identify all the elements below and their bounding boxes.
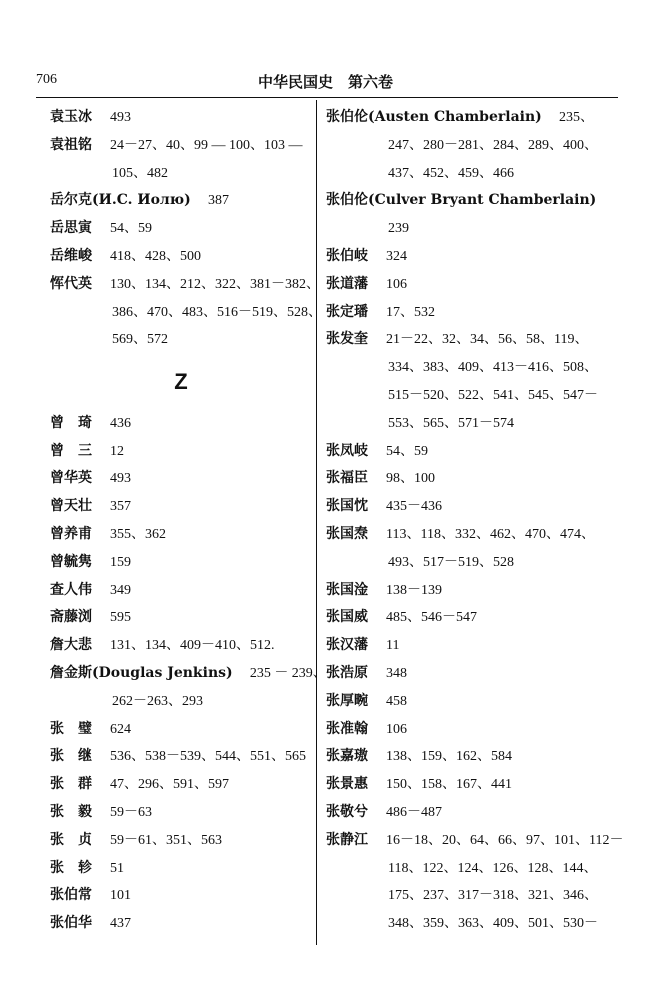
entry-name: 曾华英 [50, 470, 92, 487]
entry-page-refs: 493 [110, 110, 131, 125]
entry-page-refs: 355、362 [110, 526, 166, 542]
entry-page-refs: 387 [207, 193, 229, 209]
entry-page-refs: 624 [110, 721, 131, 737]
entry-page-refs: 130、134、212、322、381－382、 [110, 276, 320, 292]
entry-first-line [50, 215, 312, 243]
index-entry [326, 104, 618, 187]
entry-gap [191, 192, 208, 208]
entry-name: 曾 琦 [50, 414, 92, 431]
index-entry [326, 743, 618, 771]
entry-first-line [50, 577, 312, 605]
entry-first-line [326, 271, 618, 299]
entry-page-refs: 235 － 239、 [249, 665, 327, 681]
entry-page-refs: 47、296、591、597 [110, 777, 229, 793]
entry-name: 岳思寅 [50, 220, 92, 237]
entry-continuation-line [326, 160, 618, 188]
index-entry [326, 716, 618, 744]
entry-first-line [50, 132, 312, 160]
entry-first-line [326, 187, 618, 215]
entry-name: 张 贞 [50, 831, 92, 848]
index-entry [50, 604, 312, 632]
entry-page-refs: 24－27、40、99 — 100、103 — [110, 137, 303, 153]
index-entry [50, 632, 312, 660]
index-entry [50, 577, 312, 605]
entry-first-line [50, 771, 312, 799]
entry-first-line [326, 660, 618, 688]
entry-name: 曾天壮 [50, 498, 92, 515]
entry-name: 张道藩 [326, 275, 368, 292]
entry-first-line [326, 243, 618, 271]
entry-page-refs: 486－487 [386, 804, 442, 820]
entry-page-refs: 12 [110, 443, 124, 459]
entry-name: 张伯伦(Culver Bryant Chamberlain) [326, 192, 597, 209]
entry-first-line [326, 438, 618, 466]
index-entry [326, 799, 618, 827]
index-entry [326, 521, 618, 577]
index-entries-before-z [50, 104, 322, 354]
entry-gap [542, 109, 559, 125]
entry-first-line [50, 716, 312, 744]
entry-first-line [50, 438, 312, 466]
entry-first-line [50, 799, 312, 827]
entry-page-refs: 101 [110, 888, 131, 904]
entry-continuation-line [326, 215, 618, 243]
header-rule [36, 97, 618, 98]
entry-page-refs: 485、546－547 [386, 610, 477, 626]
entry-page-refs: 536、538－539、544、551、565 [110, 749, 306, 765]
running-title: 中华民国史 第六卷 [258, 73, 394, 91]
entry-name: 张 继 [50, 748, 92, 765]
entry-first-line [326, 104, 618, 132]
entry-first-line [326, 827, 624, 855]
index-entry [50, 716, 312, 744]
entry-first-line [50, 743, 312, 771]
entry-page-refs: 105、482 [112, 165, 168, 181]
entry-name: 斋藤浏 [50, 609, 92, 626]
entry-page-refs: 515－520、522、541、545、547－ [388, 387, 598, 403]
entry-first-line [326, 716, 618, 744]
index-entry [50, 465, 312, 493]
index-entry [326, 688, 618, 716]
index-entry [326, 465, 618, 493]
entry-page-refs: 138－139 [386, 582, 442, 598]
entry-name: 查人伟 [50, 581, 92, 598]
entry-first-line [50, 243, 312, 271]
entry-page-refs: 262－263、293 [112, 693, 203, 709]
index-entry [50, 271, 322, 354]
entry-first-line [50, 855, 312, 883]
entry-page-refs: 59－61、351、563 [110, 832, 222, 848]
left-column [50, 104, 327, 938]
index-entry [50, 910, 312, 938]
entry-name: 张国威 [326, 609, 368, 626]
entry-name: 张定璠 [326, 303, 368, 320]
index-entry [326, 299, 618, 327]
index-entry [50, 493, 312, 521]
entry-continuation-line [326, 132, 618, 160]
column-divider [316, 100, 317, 945]
entry-first-line [326, 493, 618, 521]
index-entries-z [50, 410, 327, 938]
index-entry [50, 660, 327, 716]
entry-page-refs: 247、280－281、284、289、400、 [388, 137, 598, 153]
entry-name: 张伯华 [50, 915, 92, 932]
entry-continuation-line [50, 299, 322, 327]
entry-first-line [50, 271, 320, 299]
entry-continuation-line [326, 410, 618, 438]
index-entry [326, 187, 618, 243]
entry-page-refs: 54、59 [386, 443, 428, 459]
entry-first-line [50, 410, 312, 438]
entry-first-line [50, 604, 312, 632]
index-entry [326, 827, 624, 938]
index-entry [50, 827, 312, 855]
entry-page-refs: 138、159、162、584 [386, 749, 512, 765]
entry-name: 曾毓隽 [50, 553, 92, 570]
entry-first-line [326, 799, 618, 827]
entry-page-refs: 458 [386, 693, 407, 709]
right-column [326, 104, 624, 938]
entry-page-refs: 418、428、500 [110, 248, 201, 264]
entry-page-refs: 436 [110, 415, 131, 431]
entry-name: 张准翰 [326, 720, 368, 737]
entry-page-refs: 569、572 [112, 332, 168, 348]
entry-name: 张嘉璈 [326, 748, 368, 765]
entry-name: 张国淦 [326, 581, 368, 598]
entry-page-refs: 493、517－519、528 [388, 554, 514, 570]
entry-continuation-line [50, 688, 312, 716]
entry-page-refs: 235、 [558, 110, 594, 125]
entry-page-refs: 348 [386, 665, 407, 681]
index-entry [326, 660, 618, 688]
entry-page-refs: 11 [386, 638, 400, 654]
index-entry [50, 743, 312, 771]
index-entry [326, 493, 618, 521]
entry-continuation-line [50, 326, 312, 354]
entry-page-refs: 175、237、317－318、321、346、 [388, 888, 598, 904]
entry-name: 张伯伦(Austen Chamberlain) [326, 109, 542, 125]
entry-first-line [50, 465, 312, 493]
entry-page-refs: 348、359、363、409、501、530－ [388, 916, 598, 932]
index-entry [326, 326, 618, 437]
entry-page-refs: 357 [110, 499, 131, 515]
entry-page-refs: 435－436 [386, 499, 442, 515]
entry-page-refs: 595 [110, 610, 131, 626]
page-number: 706 [36, 72, 57, 87]
entry-name: 张 毅 [50, 803, 92, 820]
entry-name: 恽代英 [50, 275, 92, 292]
entry-name: 张发奎 [326, 331, 368, 348]
entry-name: 张福臣 [326, 470, 368, 487]
entry-name: 张浩原 [326, 664, 368, 681]
entry-name: 张国焘 [326, 525, 368, 542]
entry-first-line [50, 632, 312, 660]
entry-page-refs: 98、100 [386, 471, 435, 487]
index-entry [50, 410, 312, 438]
index-entry [326, 243, 618, 271]
entry-first-line [326, 771, 618, 799]
entry-first-line [50, 660, 327, 688]
entry-name: 岳尔克(И.C. Иолю) [50, 192, 191, 209]
entry-page-refs: 113、118、332、462、470、474、 [386, 526, 595, 542]
index-entry [50, 799, 312, 827]
entry-name: 张厚畹 [326, 692, 368, 709]
entry-first-line [50, 104, 312, 132]
entry-page-refs: 159 [110, 554, 131, 570]
entry-continuation-line [326, 882, 618, 910]
entry-name: 张伯岐 [326, 247, 368, 264]
index-entry [50, 438, 312, 466]
entry-page-refs: 16－18、20、64、66、97、101、112－ [386, 832, 624, 848]
entry-first-line [50, 910, 312, 938]
entry-first-line [50, 549, 312, 577]
entry-continuation-line [326, 354, 618, 382]
entry-page-refs: 349 [110, 582, 131, 598]
entry-name: 曾养甫 [50, 525, 92, 542]
index-entry [326, 577, 618, 605]
index-entry [326, 632, 618, 660]
entry-first-line [326, 632, 618, 660]
entry-first-line [326, 299, 618, 327]
entry-first-line [50, 827, 312, 855]
entry-name: 张 群 [50, 776, 92, 793]
entry-page-refs: 51 [110, 860, 124, 876]
entry-name: 张静江 [326, 831, 368, 848]
entry-page-refs: 239 [388, 221, 409, 237]
entry-page-refs: 437、452、459、466 [388, 165, 514, 181]
entry-page-refs: 493 [110, 471, 131, 487]
entry-name: 詹金斯(Douglas Jenkins) [50, 664, 233, 681]
entry-page-refs: 21－22、32、34、56、58、119、 [386, 332, 589, 348]
entry-name: 袁祖铭 [50, 136, 92, 153]
entry-name: 袁玉冰 [50, 109, 92, 125]
entry-continuation-line [326, 855, 618, 883]
entry-name: 岳维峻 [50, 247, 92, 264]
index-entry [50, 521, 312, 549]
index-entry [326, 604, 618, 632]
entry-first-line [50, 493, 312, 521]
entry-page-refs: 150、158、167、441 [386, 777, 512, 793]
entry-gap [596, 192, 613, 208]
entry-first-line [50, 521, 312, 549]
index-entry [326, 438, 618, 466]
index-entry [50, 215, 312, 243]
entry-page-refs: 386、470、483、516－519、528、 [112, 304, 322, 320]
entry-page-refs: 334、383、409、413－416、508、 [388, 360, 598, 376]
index-entries-right [326, 104, 624, 938]
entry-first-line [50, 882, 312, 910]
entry-gap [233, 665, 250, 681]
entry-name: 张景惠 [326, 776, 368, 793]
entry-first-line [326, 326, 618, 354]
index-entry [326, 271, 618, 299]
entry-page-refs: 437 [110, 916, 131, 932]
entry-page-refs: 106 [386, 276, 407, 292]
entry-name: 张国忱 [326, 498, 368, 515]
entry-page-refs: 17、532 [386, 304, 435, 320]
index-entry [50, 771, 312, 799]
entry-page-refs: 54、59 [110, 221, 152, 237]
index-entry [50, 104, 312, 132]
entry-page-refs: 118、122、124、126、128、144、 [388, 860, 598, 876]
entry-name: 张 璧 [50, 720, 92, 737]
entry-page-refs: 59－63 [110, 804, 152, 820]
index-entry [50, 855, 312, 883]
entry-name: 张凤岐 [326, 442, 368, 459]
entry-continuation-line [326, 910, 618, 938]
entry-page-refs: 131、134、409－410、512. [110, 638, 275, 654]
entry-name: 曾 三 [50, 442, 92, 459]
entry-continuation-line [326, 382, 618, 410]
index-entry [50, 132, 312, 188]
entry-page-refs: 106 [386, 721, 407, 737]
index-entry [50, 187, 312, 215]
entry-first-line [326, 604, 618, 632]
entry-page-refs: 324 [386, 248, 407, 264]
index-entry [50, 882, 312, 910]
entry-name: 张 轸 [50, 859, 92, 876]
entry-first-line [326, 743, 618, 771]
entry-name: 詹大悲 [50, 637, 92, 654]
entry-first-line [326, 688, 618, 716]
entry-name: 张汉藩 [326, 637, 368, 654]
page-header [36, 72, 618, 94]
entry-name: 张敬兮 [326, 803, 368, 820]
index-entry [50, 549, 312, 577]
entry-first-line [50, 187, 312, 215]
entry-name: 张伯常 [50, 887, 92, 904]
entry-first-line [326, 521, 618, 549]
index-entry [50, 243, 312, 271]
entry-page-refs: 553、565、571－574 [388, 415, 514, 431]
index-entry [326, 771, 618, 799]
section-letter: Z [174, 369, 188, 395]
entry-continuation-line [50, 160, 312, 188]
entry-continuation-line [326, 549, 618, 577]
entry-first-line [326, 577, 618, 605]
entry-first-line [326, 465, 618, 493]
